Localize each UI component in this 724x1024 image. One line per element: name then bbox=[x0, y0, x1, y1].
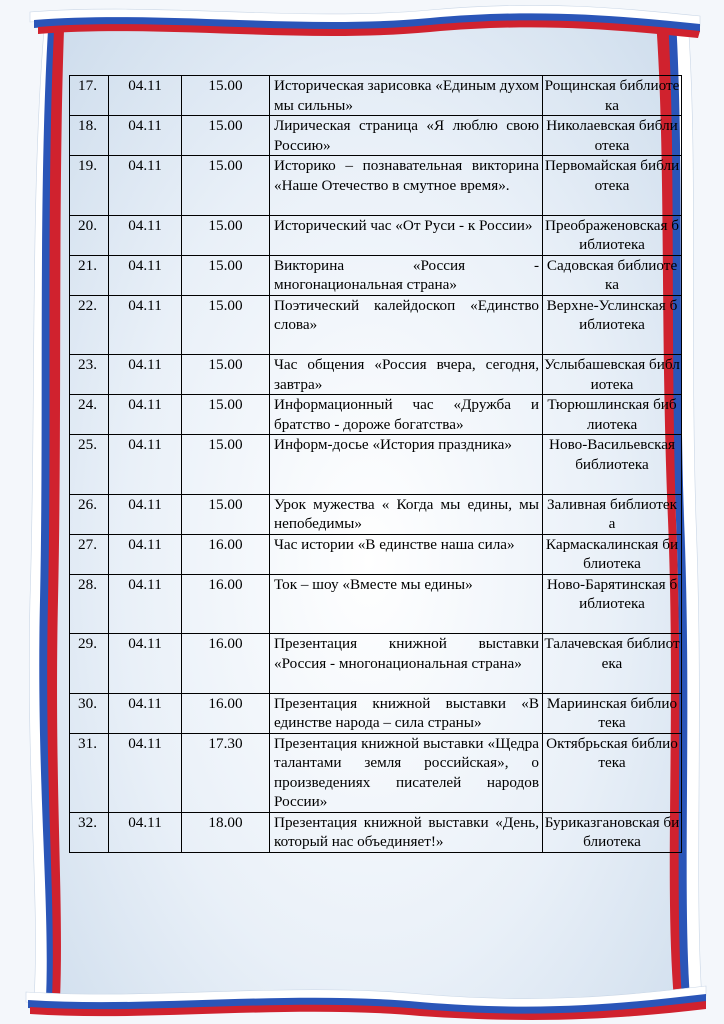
table-row bbox=[70, 693, 682, 733]
row-library: Ново-Васильевская библиотека bbox=[543, 435, 682, 495]
table-row bbox=[70, 76, 682, 116]
row-number: 29. bbox=[70, 634, 109, 694]
row-event: Урок мужества « Когда мы едины, мы непобедимы» bbox=[270, 494, 543, 534]
row-number: 21. bbox=[70, 255, 109, 295]
table-row bbox=[70, 116, 682, 156]
table-row bbox=[70, 355, 682, 395]
row-time: 16.00 bbox=[182, 574, 270, 634]
row-library: Буриказгановская библиотека bbox=[543, 812, 682, 852]
row-library: Услыбашевская библиотека bbox=[544, 356, 680, 393]
row-library: Ново-Барятинская библиотека bbox=[543, 574, 682, 634]
row-time: 16.00 bbox=[182, 693, 270, 733]
row-time: 15.00 bbox=[182, 156, 270, 216]
row-library: Мариинская библиотека bbox=[543, 693, 682, 733]
left-ribbon bbox=[29, 30, 64, 1000]
row-library: Рощинская библиотека bbox=[543, 76, 682, 116]
row-number: 27. bbox=[70, 534, 109, 574]
row-event: Презентация книжной выставки «Россия - многонациональная страна» bbox=[270, 634, 543, 694]
row-number: 22. bbox=[70, 295, 109, 355]
row-number: 20. bbox=[70, 215, 109, 255]
table-row bbox=[70, 435, 682, 495]
row-library: Преображеновская библиотека bbox=[543, 215, 682, 255]
row-library: Заливная библиотека bbox=[543, 494, 682, 534]
row-number: 28. bbox=[70, 574, 109, 634]
row-time: 15.00 bbox=[182, 116, 270, 156]
row-number: 19. bbox=[70, 156, 109, 216]
row-time: 16.00 bbox=[182, 534, 270, 574]
row-event: Час истории «В единстве наша сила» bbox=[270, 534, 543, 574]
row-library: Садовская библиотека bbox=[543, 255, 682, 295]
row-date: 04.11 bbox=[109, 812, 182, 852]
table-row bbox=[70, 534, 682, 574]
table-row bbox=[70, 733, 682, 812]
row-time: 15.00 bbox=[182, 355, 270, 395]
row-event: Ток – шоу «Вместе мы едины» bbox=[270, 574, 543, 634]
row-event: Лирическая страница «Я люблю свою Россию» bbox=[270, 116, 543, 156]
row-date: 04.11 bbox=[109, 574, 182, 634]
row-library: Николаевская библиотека bbox=[543, 116, 682, 156]
row-date: 04.11 bbox=[109, 395, 182, 435]
row-time: 17.30 bbox=[182, 733, 270, 812]
top-ribbon bbox=[30, 5, 700, 38]
row-number: 18. bbox=[70, 116, 109, 156]
row-time: 15.00 bbox=[182, 215, 270, 255]
row-number: 23. bbox=[70, 355, 109, 395]
table-row bbox=[70, 255, 682, 295]
row-library: Верхне-Услинская библиотека bbox=[543, 295, 682, 355]
row-date: 04.11 bbox=[109, 634, 182, 694]
row-event: Презентация книжной выставки «День, который нас объединяет!» bbox=[270, 812, 543, 852]
row-event: Информ-досье «История праздника» bbox=[270, 435, 543, 495]
row-number: 31. bbox=[70, 733, 109, 812]
row-library: Тюрюшлинская библиотека bbox=[543, 395, 682, 435]
row-time: 15.00 bbox=[182, 76, 270, 116]
row-date: 04.11 bbox=[109, 255, 182, 295]
table-row bbox=[70, 295, 682, 355]
row-date: 04.11 bbox=[109, 76, 182, 116]
row-date: 04.11 bbox=[109, 215, 182, 255]
row-event: Поэтический калейдоскоп «Единство слова» bbox=[270, 295, 543, 355]
row-date: 04.11 bbox=[109, 156, 182, 216]
table-row bbox=[70, 812, 682, 852]
row-event: Презентация книжной выставки «В единстве народа – сила страны» bbox=[270, 693, 543, 733]
bottom-ribbon bbox=[26, 986, 706, 1020]
row-library: Октябрьская библиотека bbox=[543, 733, 682, 812]
row-library: Первомайская библиотека bbox=[543, 156, 682, 216]
row-date: 04.11 bbox=[109, 355, 182, 395]
row-time: 15.00 bbox=[182, 435, 270, 495]
row-time: 15.00 bbox=[182, 494, 270, 534]
row-date: 04.11 bbox=[109, 494, 182, 534]
row-library: Талачевская библиотека bbox=[543, 634, 682, 694]
events-table bbox=[69, 75, 682, 853]
row-date: 04.11 bbox=[109, 295, 182, 355]
row-number: 30. bbox=[70, 693, 109, 733]
table-row bbox=[70, 395, 682, 435]
row-number: 17. bbox=[70, 76, 109, 116]
row-event: Историческая зарисовка «Единым духом мы сильны» bbox=[270, 76, 543, 116]
row-date: 04.11 bbox=[109, 534, 182, 574]
row-time: 15.00 bbox=[182, 395, 270, 435]
table-row bbox=[70, 574, 682, 634]
row-number: 25. bbox=[70, 435, 109, 495]
row-library: Кармаскалинская библиотека bbox=[543, 534, 682, 574]
table-row bbox=[70, 215, 682, 255]
row-event: Исторический час «От Руси - к России» bbox=[270, 215, 543, 255]
row-number: 26. bbox=[70, 494, 109, 534]
table-row bbox=[70, 494, 682, 534]
row-time: 16.00 bbox=[182, 634, 270, 694]
row-date: 04.11 bbox=[109, 693, 182, 733]
row-time: 18.00 bbox=[182, 812, 270, 852]
row-number: 24. bbox=[70, 395, 109, 435]
row-event: Историко – познавательная викторина «Наше Отечество в смутное время». bbox=[270, 156, 543, 216]
row-time: 15.00 bbox=[182, 255, 270, 295]
row-time: 15.00 bbox=[182, 295, 270, 355]
row-date: 04.11 bbox=[109, 435, 182, 495]
table-row bbox=[70, 156, 682, 216]
row-event: Час общения «Россия вчера, сегодня, завтра» bbox=[270, 355, 543, 395]
row-date: 04.11 bbox=[109, 733, 182, 812]
table-row bbox=[70, 634, 682, 694]
row-event: Викторина «Россия - многонациональная страна» bbox=[270, 255, 543, 295]
row-event: Информационный час «Дружба и братство - дороже богатства» bbox=[270, 395, 543, 435]
row-number: 32. bbox=[70, 812, 109, 852]
row-date: 04.11 bbox=[109, 116, 182, 156]
events-table-body bbox=[70, 76, 682, 853]
row-event: Презентация книжной выставки «Щедра талантами земля российская», о произведениях писателей народов России» bbox=[270, 733, 543, 812]
